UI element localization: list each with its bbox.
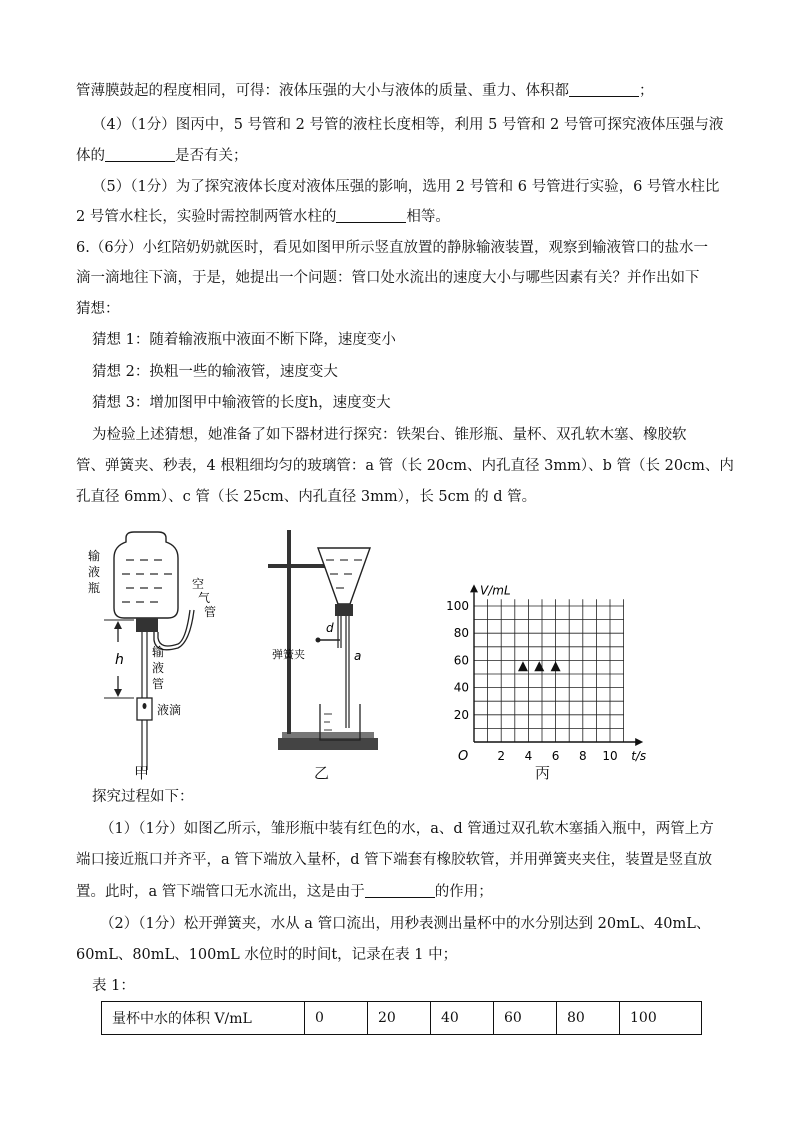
text-p1: 管薄膜鼓起的程度相同，可得：液体压强的大小与液体的质量、重力、体积都 [76, 83, 569, 99]
text-s1c-end: 的作用； [434, 884, 493, 900]
x-tick-label: 6 [551, 749, 560, 763]
table-cell: 20 [368, 1002, 431, 1035]
answer-blank[interactable] [336, 208, 406, 223]
infusion-diagram [82, 530, 222, 775]
answer-blank[interactable] [569, 82, 639, 97]
step-1-line-2: 端口接近瓶口并齐平，a 管下端放入量杯，d 管下端套有橡胶软管，并用弹簧夹夹住，装置是竖直放 [76, 852, 713, 868]
flask-shape [318, 548, 370, 604]
equipment-line-3: 孔直径 6mm）、c 管（长 25cm、内孔直径 3mm），长 5cm 的 d 管。 [76, 489, 537, 505]
table-cell: 80 [557, 1002, 620, 1035]
apparatus-diagram [268, 528, 388, 758]
figure-yi [268, 528, 388, 758]
x-tick-label: 2 [497, 749, 506, 763]
table-cell: 60 [494, 1002, 557, 1035]
caption-bing: 丙 [535, 764, 551, 782]
equipment-line-2: 管、弹簧夹、秒表，4 根粗细均匀的玻璃管：a 管（长 20cm、内孔直径 3mm）、b 管（长 20cm、内 [76, 458, 734, 474]
caption-jia: 甲 [134, 764, 150, 782]
guess-1: 猜想 1：随着输液瓶中液面不断下降，速度变小 [92, 332, 396, 348]
equipment-line-1: 为检验上述猜想，她准备了如下器材进行探究：铁架台、锥形瓶、量杯、双孔软木塞、橡胶软 [92, 427, 687, 443]
question-5-line-1: （5）（1分）为了探究液体长度对液体压强的影响，选用 2 号管和 6 号管进行实验，6 号管水柱比 [92, 179, 720, 195]
step-2-line-2: 60mL、80mL、100mL 水位时的时间t，记录在表 1 中； [76, 947, 458, 963]
paragraph-p1 [76, 81, 654, 101]
table-cell: 100 [620, 1002, 702, 1035]
table-1-label: 表 1： [92, 978, 135, 994]
step-1-line-1: （1）（1分）如图乙所示，雏形瓶中装有红色的水，a、d 管通过双孔软木塞插入瓶中，两管上方 [100, 821, 714, 837]
question-5-line-2 [76, 207, 450, 227]
text-q5b: 2 号管水柱长，实验时需控制两管水柱的 [76, 209, 337, 225]
text-q4b-end: 是否有关； [175, 148, 248, 164]
drip-label: 液滴 [157, 703, 182, 717]
question-6-line-1: 6.（6分）小红陪奶奶就医时，看见如图甲所示竖直放置的静脉输液装置，观察到输液管口的盐水一 [76, 240, 709, 256]
y-axis-arrow [470, 584, 478, 592]
chart-points [518, 661, 561, 671]
tube-label-1: 输 [152, 645, 165, 659]
y-tick-label: 80 [453, 626, 469, 641]
y-tick-label: 20 [453, 707, 469, 722]
question-4-line-2 [76, 146, 248, 166]
table-header-cell: 量杯中水的体积 V/mL [102, 1002, 305, 1035]
chart-grid [474, 599, 624, 742]
guess-2: 猜想 2：换粗一些的输液管，速度变大 [92, 364, 338, 380]
bottle-label-1: 输 [88, 549, 101, 563]
bottle-label-3: 瓶 [88, 581, 101, 595]
process-heading: 探究过程如下： [92, 789, 194, 805]
question-6-line-3: 猜想： [76, 301, 120, 317]
text-q5b-end: 相等。 [406, 209, 450, 225]
bottle-label-2: 液 [88, 565, 101, 579]
a-label: a [354, 649, 362, 663]
x-tick-label: 10 [602, 749, 618, 763]
chart-ticks [446, 599, 618, 763]
air-tube-label-1: 空 [192, 577, 205, 591]
x-axis-arrow [635, 738, 643, 746]
tube-label-2: 液 [152, 661, 165, 675]
y-axis-label: V/mL [480, 583, 511, 598]
bottle-shape [114, 532, 178, 618]
step-1-line-3 [76, 882, 493, 902]
table-1 [101, 1001, 702, 1035]
data-point-triangle [518, 661, 528, 671]
figure-jia [82, 530, 222, 775]
x-tick-label: 8 [578, 749, 587, 763]
stopper [335, 604, 353, 616]
clamp-arm [268, 564, 328, 568]
caption-yi: 乙 [314, 764, 330, 782]
bottle-cap [136, 618, 158, 632]
x-axis-label: t/s [631, 749, 647, 763]
data-point-triangle [534, 661, 544, 671]
table-cell: 40 [431, 1002, 494, 1035]
text-q4b: 体的 [76, 148, 105, 164]
data-point-triangle [551, 661, 561, 671]
air-tube-label-3: 管 [204, 605, 217, 619]
y-tick-label: 60 [453, 653, 469, 668]
table-row [102, 1002, 702, 1035]
origin-label: O [458, 749, 469, 764]
tube-label-3: 管 [152, 677, 165, 691]
question-4-line-1: （4）（1分）图丙中，5 号管和 2 号管的液柱长度相等，利用 5 号管和 2 号管可探究液体压强与液 [92, 117, 724, 133]
question-6-line-2: 滴一滴地往下滴，于是，她提出一个问题：管口处水流出的速度大小与哪些因素有关？并作出如下 [76, 270, 700, 286]
x-tick-label: 4 [524, 749, 533, 763]
answer-blank[interactable] [105, 147, 175, 162]
h-label: h [115, 652, 124, 668]
clip-label: 弹簧夹 [272, 648, 305, 661]
figure-bing [436, 574, 651, 764]
text-s1c: 置。此时，a 管下端管口无水流出，这是由于 [76, 884, 365, 900]
air-tube-label-2: 气 [198, 591, 211, 605]
volume-time-chart [436, 574, 651, 764]
y-tick-label: 40 [453, 680, 469, 695]
step-2-line-1: （2）（1分）松开弹簧夹，水从 a 管口流出，用秒表测出量杯中的水分别达到 20mL、40mL、 [100, 916, 711, 932]
guess-3: 猜想 3：增加图甲中输液管的长度h，速度变大 [92, 395, 391, 411]
text-p1-end: ； [639, 83, 654, 99]
answer-blank[interactable] [365, 883, 435, 898]
y-tick-label: 100 [446, 599, 469, 613]
table-cell: 0 [305, 1002, 368, 1035]
stand-pole [287, 530, 291, 734]
d-label: d [326, 621, 334, 635]
